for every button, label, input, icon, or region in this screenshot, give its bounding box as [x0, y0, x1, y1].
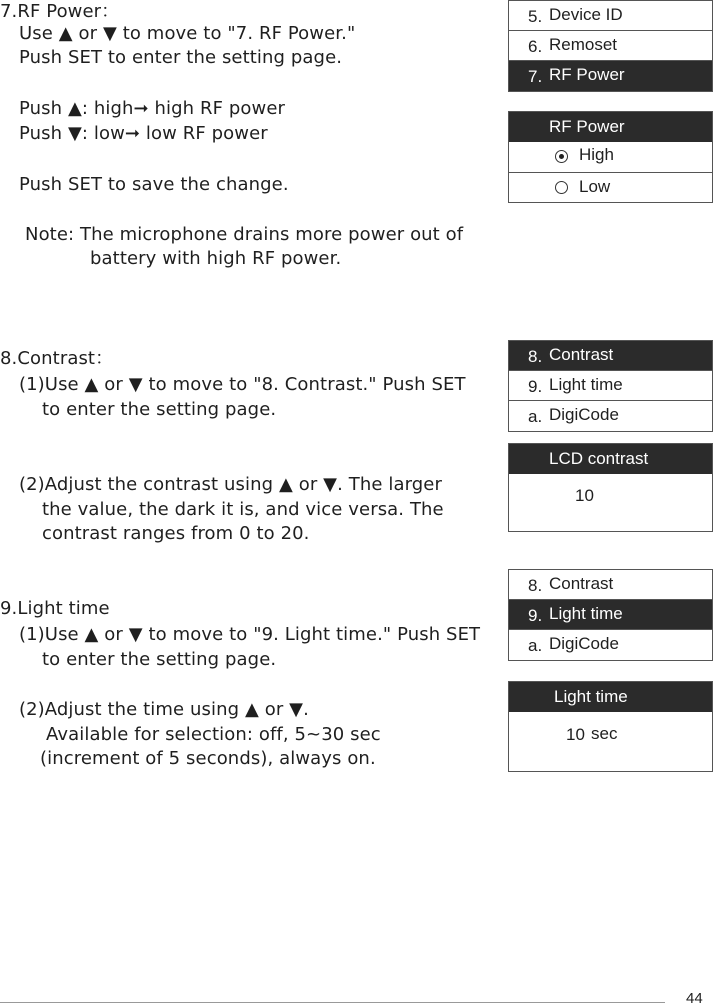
- contrast-step2-a: (2)Adjust the contrast using ▲ or ▼. The larger: [19, 474, 442, 495]
- menu-item-number: 5.: [528, 7, 543, 26]
- menu-item-label: Light time: [549, 375, 623, 394]
- menu-item-number: 8.: [528, 347, 543, 366]
- menu-item-label: Device ID: [549, 5, 623, 24]
- rf-power-screen: [508, 111, 713, 203]
- footer-rule: [0, 1002, 665, 1003]
- rf-line-5: Push SET to save the change.: [19, 174, 289, 195]
- menu-item-number: 9.: [528, 377, 543, 396]
- light-time-value: 10: [566, 725, 585, 744]
- contrast-title: 8.Contrast：: [0, 348, 114, 369]
- menu-screen-light: [508, 569, 713, 661]
- menu-screen-contrast: [508, 340, 713, 432]
- page-number: 44: [686, 990, 703, 1007]
- panel-header: [509, 444, 712, 474]
- menu-item-rf-power: [509, 61, 712, 91]
- option-label: Low: [579, 177, 611, 196]
- rf-line-4: Push ▼: low➞ low RF power: [19, 123, 268, 144]
- light-step2-b: Available for selection: off, 5~30 sec: [46, 724, 381, 745]
- contrast-step2-c: contrast ranges from 0 to 20.: [42, 523, 310, 544]
- menu-item-label: Contrast: [549, 574, 614, 593]
- radio-empty-icon: [555, 181, 568, 194]
- panel-header: [509, 112, 712, 142]
- menu-item-number: 9.: [528, 606, 543, 625]
- contrast-step1-b: to enter the setting page.: [42, 399, 277, 420]
- menu-item-light-time: [509, 371, 712, 401]
- rf-title: 7.RF Power：: [0, 1, 120, 22]
- option-low: [509, 172, 712, 202]
- light-step2-a: (2)Adjust the time using ▲ or ▼.: [19, 699, 309, 720]
- panel-header: [509, 682, 712, 712]
- light-time-screen: [508, 681, 713, 772]
- light-time-unit: sec: [591, 724, 618, 743]
- menu-screen-rf: [508, 0, 713, 92]
- contrast-value: 10: [575, 486, 594, 505]
- menu-item-label: Remoset: [549, 35, 618, 54]
- lcd-contrast-screen: [508, 443, 713, 532]
- menu-item-number: a.: [528, 636, 543, 655]
- menu-item-contrast: [509, 341, 712, 371]
- menu-item-label: DigiCode: [549, 634, 619, 653]
- rf-note-2: battery with high RF power.: [90, 248, 342, 269]
- menu-item-number: 8.: [528, 576, 543, 595]
- menu-item-label: Contrast: [549, 345, 614, 364]
- menu-item-device-id: [509, 1, 712, 31]
- light-title: 9.Light time: [0, 598, 110, 619]
- rf-note-1: Note: The microphone drains more power out of: [25, 224, 464, 245]
- menu-item-number: 6.: [528, 37, 543, 56]
- light-step1-b: to enter the setting page.: [42, 649, 277, 670]
- menu-item-digicode: [509, 401, 712, 431]
- menu-item-remoset: [509, 31, 712, 61]
- menu-item-label: RF Power: [549, 65, 625, 84]
- menu-item-contrast: [509, 570, 712, 600]
- menu-item-label: Light time: [549, 604, 623, 623]
- panel-title: RF Power: [549, 117, 625, 136]
- option-high: [509, 142, 712, 172]
- menu-item-digicode: [509, 630, 712, 660]
- rf-line-1: Use ▲ or ▼ to move to "7. RF Power.": [19, 23, 356, 44]
- rf-line-2: Push SET to enter the setting page.: [19, 47, 343, 68]
- panel-title: Light time: [554, 687, 628, 706]
- panel-title: LCD contrast: [549, 449, 649, 468]
- menu-item-number: a.: [528, 407, 543, 426]
- rf-line-3: Push ▲: high➞ high RF power: [19, 98, 286, 119]
- light-step1-a: (1)Use ▲ or ▼ to move to "9. Light time." Push SET: [19, 624, 481, 645]
- menu-item-number: 7.: [528, 67, 543, 86]
- light-step2-c: (increment of 5 seconds), always on.: [40, 748, 376, 769]
- menu-item-light-time: [509, 600, 712, 630]
- radio-selected-icon: [555, 150, 568, 163]
- contrast-step1-a: (1)Use ▲ or ▼ to move to "8. Contrast." Push SET: [19, 374, 466, 395]
- menu-item-label: DigiCode: [549, 405, 619, 424]
- contrast-step2-b: the value, the dark it is, and vice versa. The: [42, 499, 444, 520]
- option-label: High: [579, 145, 614, 164]
